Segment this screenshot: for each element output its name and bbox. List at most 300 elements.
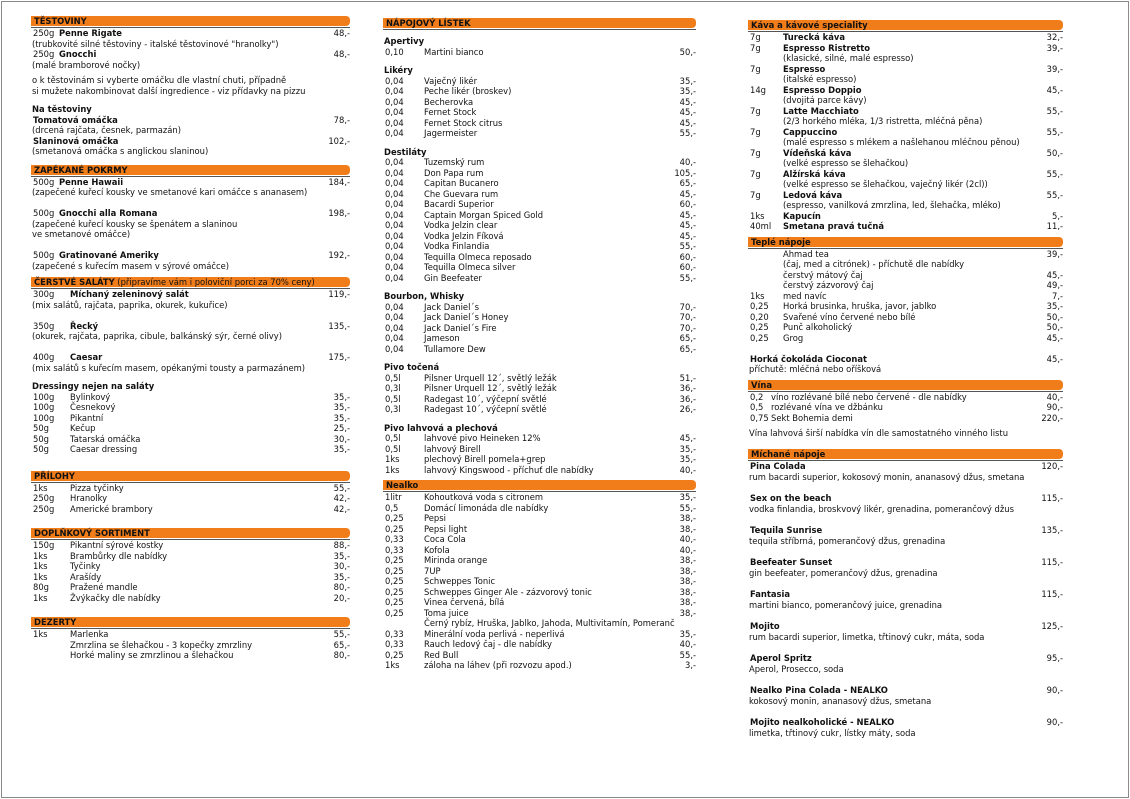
item-desc: kokosový monin, ananasový džus, smetana bbox=[749, 695, 932, 706]
item-qty: 0,04 bbox=[385, 343, 404, 354]
item-qty: 50g bbox=[33, 444, 49, 454]
item-name: Tatarská omáčka bbox=[70, 433, 141, 444]
item-price: 40,- bbox=[679, 639, 696, 649]
note: Vína lahvová širší nabídka vín dle samostatného vinného listu bbox=[749, 428, 1008, 438]
menu-item bbox=[32, 434, 350, 445]
item-price: 35,- bbox=[333, 402, 350, 412]
item-price: 78,- bbox=[333, 114, 350, 125]
section-header: Nealko bbox=[383, 480, 696, 490]
menu-item bbox=[384, 76, 696, 87]
menu-item bbox=[384, 492, 696, 503]
item-price: 42,- bbox=[333, 503, 350, 514]
item-name: Nealko Pina Colada - NEALKO bbox=[750, 685, 888, 695]
menu-item bbox=[384, 618, 696, 629]
menu-item bbox=[32, 483, 350, 494]
item-price: 55,- bbox=[1046, 189, 1063, 200]
menu-item bbox=[749, 685, 1063, 696]
menu-item bbox=[749, 221, 1063, 232]
item-price: 35,- bbox=[333, 550, 350, 561]
menu-item bbox=[384, 454, 696, 465]
section-title: ČERSTVÉ SALÁTY bbox=[34, 277, 115, 287]
menu-item bbox=[749, 301, 1063, 312]
item-qty: 0,04 bbox=[385, 96, 404, 107]
item-name: Coca Cola bbox=[424, 534, 466, 544]
menu-item bbox=[384, 178, 696, 189]
item-qty: 0,04 bbox=[385, 312, 404, 322]
section-header: Káva a kávové speciality bbox=[748, 20, 1063, 30]
item-qty: 0,5l bbox=[385, 433, 401, 443]
item-qty: 0,04 bbox=[385, 220, 404, 230]
item-price: 65,- bbox=[333, 639, 350, 650]
item-price: 45,- bbox=[1046, 332, 1063, 343]
menu-item bbox=[32, 504, 350, 515]
item-desc: příchutě: mléčná nebo oříšková bbox=[749, 364, 882, 374]
item-price: 38,- bbox=[679, 513, 696, 523]
item-desc: (malé espresso s mlékem a našlehanou mléčnou pěnou) bbox=[783, 137, 1020, 147]
column-drinks bbox=[384, 18, 696, 671]
item-name: Jack Daniel´s bbox=[424, 301, 479, 312]
section-header: Míchané nápoje bbox=[748, 449, 1063, 459]
menu-item bbox=[384, 47, 696, 58]
menu-item bbox=[384, 97, 696, 108]
item-price: 175,- bbox=[328, 352, 350, 362]
item-name: Kohoutková voda s citronem bbox=[424, 492, 544, 502]
menu-item bbox=[749, 43, 1063, 54]
item-name: Ahmad tea bbox=[783, 248, 829, 259]
item-name: plechový Birell pomela+grep bbox=[424, 454, 546, 464]
item-price: 60,- bbox=[679, 199, 696, 209]
item-name: Schweppes Tonic bbox=[424, 576, 496, 586]
item-price: 55,- bbox=[679, 502, 696, 513]
menu-item bbox=[384, 503, 696, 514]
item-desc: (okurek, rajčata, paprika, cibule, balkánský sýr, černé olivy) bbox=[32, 331, 282, 341]
section-salaty bbox=[32, 277, 350, 455]
item-name: Red Bull bbox=[424, 649, 459, 660]
section-header: DOPLŇKOVÝ SORTIMENT bbox=[31, 528, 350, 538]
menu-item bbox=[384, 220, 696, 231]
section-header: TĚSTOVINY bbox=[31, 16, 350, 26]
menu-item bbox=[384, 608, 696, 619]
item-qty: 1ks bbox=[33, 482, 48, 493]
item-name: rozlévané vína ve džbánku bbox=[771, 402, 883, 412]
item-qty: 0,04 bbox=[385, 262, 404, 272]
item-name: Radegast 10´, výčepní světlé bbox=[424, 404, 547, 414]
item-qty: 0,04 bbox=[385, 251, 404, 262]
item-name: Vodka Jelzin Fíková bbox=[424, 230, 504, 241]
item-name: Pikantní sýrové kostky bbox=[70, 540, 164, 550]
item-price: 7,- bbox=[1051, 290, 1063, 301]
item-name: Mojito bbox=[750, 621, 780, 631]
item-name: lahvový Kingswood - příchuť dle nabídky bbox=[424, 464, 594, 475]
menu-item bbox=[749, 190, 1063, 201]
item-desc: (smetanová omáčka s anglickou slaninou) bbox=[32, 146, 209, 156]
item-name: Grog bbox=[783, 332, 804, 343]
item-price: 25,- bbox=[333, 423, 350, 433]
item-name: záloha na láhev (při rozvozu apod.) bbox=[424, 660, 572, 670]
item-qty: 100g bbox=[33, 391, 55, 402]
menu-item bbox=[384, 231, 696, 242]
menu-item bbox=[384, 394, 696, 405]
item-price: 55,- bbox=[679, 128, 696, 138]
menu-item bbox=[384, 650, 696, 661]
item-qty: 0,20 bbox=[750, 311, 769, 322]
item-qty: 0,04 bbox=[385, 272, 404, 283]
item-desc: Aperol, Prosecco, soda bbox=[749, 663, 844, 674]
item-price: 45,- bbox=[679, 220, 696, 230]
menu-item bbox=[384, 433, 696, 444]
section-zapekane bbox=[32, 165, 350, 272]
item-qty: 1ks bbox=[385, 464, 400, 475]
item-name: Tuzemský rum bbox=[424, 157, 485, 167]
item-name: Tequilla Olmeca reposado bbox=[424, 251, 532, 262]
item-price: 55,- bbox=[679, 649, 696, 660]
item-price: 35,- bbox=[1046, 301, 1063, 311]
item-qty: 7g bbox=[750, 63, 761, 74]
item-price: 35,- bbox=[679, 86, 696, 96]
item-name: Mirinda orange bbox=[424, 555, 488, 565]
item-desc: (espresso, vanilková zmrzlina, led, šlehačka, mléko) bbox=[783, 200, 1001, 210]
menu-item bbox=[32, 392, 350, 403]
item-name: čerstvý mátový čaj bbox=[783, 269, 863, 280]
item-qty: 0,25 bbox=[385, 576, 404, 586]
menu-item bbox=[32, 629, 350, 640]
item-price: 39,- bbox=[1046, 63, 1063, 74]
menu-item bbox=[749, 148, 1063, 159]
item-name: Gnocchi bbox=[59, 49, 97, 59]
item-name: Horká čokoláda Cioconat bbox=[750, 353, 868, 364]
subheading: Bourbon, Whisky bbox=[384, 291, 465, 301]
menu-item bbox=[749, 249, 1063, 260]
item-name: Capitan Bucanero bbox=[424, 178, 499, 188]
item-price: 40,- bbox=[679, 544, 696, 555]
item-qty: 0,25 bbox=[385, 597, 404, 607]
item-price: 3,- bbox=[684, 660, 696, 670]
item-name: Martini bianco bbox=[424, 46, 484, 57]
item-price: 105,- bbox=[674, 167, 696, 178]
item-name: Smetana pravá tučná bbox=[783, 221, 884, 231]
menu-item bbox=[384, 302, 696, 313]
item-name: Marlenka bbox=[70, 629, 109, 639]
item-qty: 350g bbox=[33, 320, 55, 331]
item-qty: 0,5 bbox=[750, 402, 764, 412]
note: si mužete nakombinovat další ingredience - viz přídavky na pizzu bbox=[32, 85, 306, 96]
item-qty: 150g bbox=[33, 540, 55, 550]
item-qty: 1ks bbox=[385, 454, 400, 464]
item-name: Mojito nealkoholické - NEALKO bbox=[750, 717, 895, 727]
item-price: 26,- bbox=[679, 404, 696, 414]
item-price: 80,- bbox=[333, 650, 350, 660]
item-desc: limetka, třtinový cukr, lístky máty, soda bbox=[749, 727, 916, 738]
menu-item bbox=[32, 423, 350, 434]
item-desc: gin beefeater, pomerančový džus, grenadina bbox=[749, 567, 938, 578]
menu-item bbox=[384, 312, 696, 323]
menu-item bbox=[32, 493, 350, 504]
item-name: Pikantní bbox=[70, 412, 104, 423]
item-price: 20,- bbox=[333, 592, 350, 603]
menu-item bbox=[32, 28, 350, 39]
menu-item bbox=[384, 86, 696, 97]
item-qty: 500g bbox=[33, 250, 55, 260]
item-name: Kofola bbox=[424, 544, 450, 555]
item-qty: 0,04 bbox=[385, 75, 404, 86]
item-qty: 0,3l bbox=[385, 383, 401, 393]
item-price: 55,- bbox=[1046, 105, 1063, 116]
item-price: 38,- bbox=[679, 523, 696, 534]
item-name: Bacardi Superior bbox=[424, 199, 494, 209]
item-name: Fantasia bbox=[750, 589, 791, 599]
menu-item bbox=[384, 241, 696, 252]
item-price: 115,- bbox=[1041, 493, 1063, 503]
item-qty: 0,5 bbox=[385, 502, 399, 513]
item-name: Sekt Bohemia demi bbox=[771, 412, 853, 423]
menu-item bbox=[749, 312, 1063, 323]
item-name: Tullamore Dew bbox=[424, 343, 486, 354]
item-qty: 1ks bbox=[33, 561, 48, 571]
menu-item bbox=[749, 85, 1063, 96]
item-desc: (italské espresso) bbox=[783, 74, 857, 84]
item-qty: 0,04 bbox=[385, 230, 404, 241]
item-desc: (malé bramborové nočky) bbox=[32, 59, 141, 70]
item-desc: (zapečené kuřecí kousky se špenátem a slaninou bbox=[32, 218, 238, 229]
item-qty: 0,25 bbox=[750, 322, 769, 332]
menu-item bbox=[32, 177, 350, 188]
section-header: Teplé nápoje bbox=[748, 237, 1063, 247]
menu-item bbox=[749, 64, 1063, 75]
item-price: 45,- bbox=[1046, 353, 1063, 364]
menu-item bbox=[749, 557, 1063, 568]
menu-item bbox=[32, 540, 350, 551]
menu-item bbox=[384, 168, 696, 179]
item-name: Turecká káva bbox=[783, 32, 845, 42]
item-name: Ledová káva bbox=[783, 189, 843, 200]
item-price: 50,- bbox=[1046, 147, 1063, 158]
item-name: Jack Daniel´s Fire bbox=[424, 322, 497, 333]
item-price: 40,- bbox=[679, 464, 696, 475]
item-price: 70,- bbox=[679, 301, 696, 312]
section-dezerty bbox=[32, 617, 350, 661]
item-name: Espresso Doppio bbox=[783, 84, 862, 95]
subheading: Destiláty bbox=[384, 146, 427, 157]
item-price: 35,- bbox=[679, 492, 696, 502]
item-price: 60,- bbox=[679, 262, 696, 272]
item-price: 55,- bbox=[333, 629, 350, 639]
item-name: Horké maliny se zmrzlinou a šlehačkou bbox=[70, 650, 234, 660]
item-price: 90,- bbox=[1046, 685, 1063, 695]
item-desc: (mix salátů s kuřecím masem, opékanými tousty a parmazánem) bbox=[32, 362, 306, 373]
menu-item bbox=[384, 660, 696, 671]
item-name: Alžírská káva bbox=[783, 168, 846, 179]
item-qty: 0,25 bbox=[385, 513, 404, 523]
item-qty: 0,25 bbox=[385, 555, 404, 565]
item-name: Radegast 10´, výčepní světlé bbox=[424, 393, 547, 404]
item-qty: 1ks bbox=[33, 592, 48, 603]
item-desc: vodka finlandia, broskvový likér, grenadina, pomerančový džus bbox=[749, 503, 1014, 514]
item-name: (čaj, med a citrónek) - příchutě dle nabídky bbox=[783, 259, 965, 269]
item-price: 30,- bbox=[333, 433, 350, 444]
item-price: 192,- bbox=[328, 250, 350, 260]
item-qty: 50g bbox=[33, 433, 49, 444]
menu-item bbox=[384, 576, 696, 587]
menu-item bbox=[749, 291, 1063, 302]
menu-item bbox=[384, 189, 696, 200]
menu-item bbox=[384, 587, 696, 598]
item-name: Hranolky bbox=[70, 493, 108, 503]
item-desc: (2/3 horkého mléka, 1/3 ristretta, mléčná pěna) bbox=[783, 116, 983, 126]
item-name: Fernet Stock citrus bbox=[424, 117, 503, 128]
item-price: 80,- bbox=[333, 582, 350, 592]
item-price: 220,- bbox=[1041, 412, 1063, 423]
item-price: 45,- bbox=[1046, 84, 1063, 95]
item-price: 38,- bbox=[679, 565, 696, 576]
item-qty: 0,04 bbox=[385, 301, 404, 312]
item-name: Sex on the beach bbox=[750, 493, 832, 503]
item-name: lahvový Birell bbox=[424, 443, 481, 454]
item-name: Toma juice bbox=[424, 607, 469, 618]
item-desc: tequila stříbrná, pomerančový džus, grenadina bbox=[749, 535, 946, 546]
item-name: Espresso bbox=[783, 63, 826, 74]
item-qty: 50g bbox=[33, 423, 49, 433]
menu-item bbox=[384, 344, 696, 355]
item-desc: martini bianco, pomerančový juice, grenadina bbox=[749, 599, 943, 610]
item-price: 42,- bbox=[333, 493, 350, 503]
item-price: 90,- bbox=[1046, 717, 1063, 727]
item-qty: 14g bbox=[750, 84, 766, 95]
item-name: Brambůrky dle nabídky bbox=[70, 550, 168, 561]
item-name: víno rozlévané bílé nebo červené - dle nabídky bbox=[771, 391, 967, 402]
item-name: Gratinované Ameriky bbox=[59, 250, 159, 260]
menu-item bbox=[384, 629, 696, 640]
item-price: 48,- bbox=[333, 28, 350, 38]
item-qty: 0,25 bbox=[750, 301, 769, 311]
menu-item bbox=[749, 259, 1063, 270]
item-qty: 7g bbox=[750, 126, 761, 137]
item-name: Schweppes Ginger Ale - zázvorový tonic bbox=[424, 586, 592, 597]
menu-item bbox=[32, 115, 350, 126]
item-price: 102,- bbox=[328, 135, 350, 146]
item-price: 48,- bbox=[333, 49, 350, 59]
item-qty: 7g bbox=[750, 189, 761, 200]
menu-item bbox=[384, 157, 696, 168]
item-name: čerstvý zázvorový čaj bbox=[783, 280, 874, 290]
item-price: 198,- bbox=[328, 208, 350, 218]
item-name: Captain Morgan Spiced Gold bbox=[424, 209, 544, 220]
menu-item bbox=[32, 650, 350, 661]
item-name: Tyčinky bbox=[70, 561, 101, 571]
item-price: 5,- bbox=[1051, 210, 1063, 221]
menu-item bbox=[384, 404, 696, 415]
item-price: 50,- bbox=[1046, 311, 1063, 322]
item-qty: 0,04 bbox=[385, 107, 404, 117]
item-name: Penne Rigate bbox=[59, 28, 122, 38]
menu-item bbox=[749, 525, 1063, 536]
item-name: Che Guevara rum bbox=[424, 188, 499, 199]
item-price: 65,- bbox=[679, 343, 696, 354]
menu-item bbox=[749, 717, 1063, 728]
menu-item bbox=[32, 582, 350, 593]
item-name: Svařené víno červené nebo bílé bbox=[783, 311, 916, 322]
subheading: Pivo točená bbox=[384, 362, 440, 372]
menu-item bbox=[32, 561, 350, 572]
item-price: 55,- bbox=[1046, 126, 1063, 137]
item-name: Jagermeister bbox=[424, 128, 478, 138]
menu-item bbox=[749, 169, 1063, 180]
item-price: 36,- bbox=[679, 383, 696, 393]
item-name: Vinea červená, bílá bbox=[424, 597, 505, 607]
menu-item bbox=[32, 413, 350, 424]
item-price: 45,- bbox=[1046, 269, 1063, 280]
item-desc: (zapečené kuřecí kousky ve smetanové kari omáčce s ananasem) bbox=[32, 187, 308, 197]
item-qty: 0,25 bbox=[750, 332, 769, 343]
item-name: Pepsi light bbox=[424, 523, 468, 534]
menu-item bbox=[32, 208, 350, 219]
item-price: 45,- bbox=[679, 96, 696, 107]
item-name: Fernet Stock bbox=[424, 107, 477, 117]
section-header: PŘÍLOHY bbox=[31, 471, 350, 481]
item-name: Kapucín bbox=[783, 210, 821, 221]
item-qty: 0,75 bbox=[750, 412, 769, 423]
item-qty: 0,2 bbox=[750, 391, 764, 402]
item-price: 38,- bbox=[679, 586, 696, 597]
item-qty: 0,04 bbox=[385, 322, 404, 333]
menu-item bbox=[384, 252, 696, 263]
menu-item bbox=[749, 280, 1063, 291]
menu-item bbox=[384, 513, 696, 524]
item-name: Gin Beefeater bbox=[424, 272, 482, 283]
item-desc: (velké espresso se šlehačkou, vaječný likér (2cl)) bbox=[783, 179, 988, 189]
menu-item bbox=[32, 402, 350, 413]
section-header: ZAPÉKANÉ POKRMY bbox=[31, 165, 350, 175]
item-qty: 7g bbox=[750, 42, 761, 53]
item-qty: 0,04 bbox=[385, 178, 404, 188]
item-name: Míchaný zeleninový salát bbox=[70, 289, 189, 299]
item-name: Pražené mandle bbox=[70, 582, 138, 592]
item-qty: 7g bbox=[750, 32, 761, 42]
item-qty: 0,04 bbox=[385, 241, 404, 251]
item-qty: 0,04 bbox=[385, 167, 404, 178]
item-desc: ve smetanové omáčce) bbox=[32, 229, 131, 239]
menu-item bbox=[749, 211, 1063, 222]
item-qty: 1litr bbox=[385, 492, 402, 502]
menu-item bbox=[384, 199, 696, 210]
menu-item bbox=[384, 566, 696, 577]
item-qty: 40ml bbox=[750, 221, 772, 231]
menu-item bbox=[384, 465, 696, 476]
item-price: 50,- bbox=[1046, 322, 1063, 332]
item-price: 135,- bbox=[1041, 525, 1063, 535]
item-price: 120,- bbox=[1041, 461, 1063, 471]
item-name: Don Papa rum bbox=[424, 167, 484, 178]
item-qty: 0,5l bbox=[385, 443, 401, 454]
menu-item bbox=[32, 321, 350, 332]
menu-item bbox=[32, 250, 350, 261]
menu-item bbox=[749, 392, 1063, 403]
item-qty: 1ks bbox=[33, 571, 48, 582]
subheading: Apertivy bbox=[384, 36, 425, 46]
subheading: Na těstoviny bbox=[32, 104, 92, 114]
item-name: Černý rybíz, Hruška, Jablko, Jahoda, Multivitamín, Pomeranč bbox=[424, 618, 675, 628]
item-desc: rum bacardi superior, kokosový monin, ananasový džus, smetana bbox=[749, 471, 1025, 482]
item-price: 65,- bbox=[679, 333, 696, 343]
section-header: NÁPOJOVÝ LÍSTEK bbox=[383, 18, 696, 28]
menu-item bbox=[384, 128, 696, 139]
item-name: Jameson bbox=[424, 333, 460, 343]
item-qty: 0,25 bbox=[385, 565, 404, 576]
item-price: 36,- bbox=[679, 393, 696, 404]
item-qty: 1ks bbox=[750, 290, 765, 301]
item-qty: 250g bbox=[33, 28, 55, 38]
item-price: 49,- bbox=[1046, 280, 1063, 290]
menu-item bbox=[384, 534, 696, 545]
